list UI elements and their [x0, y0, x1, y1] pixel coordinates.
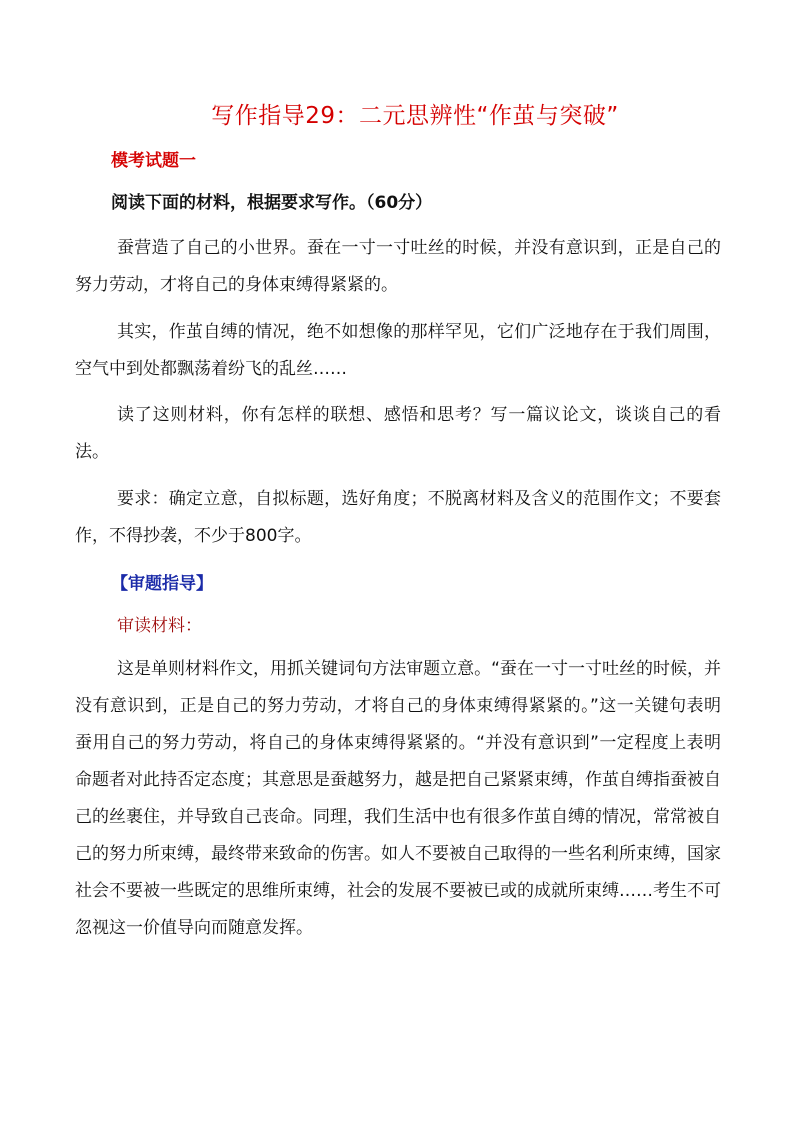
analysis-paragraph: 这是单则材料作文，用抓关键词句方法审题立意。“蚕在一寸一寸吐丝的时候，并没有意识到，正是自己的努力劳动，才将自己的身体束缚得紧紧的。”这一关键句表明蚕用自己的努力劳动，将自己的身体束缚得紧紧的。“并没有意识到”一定程度上表明命题者对此持否定态度；其意思是蚕越努力，越是把自己紧紧束缚，作茧自缚指蚕被自己的丝裹住，并导致自己丧命。同理，我们生活中也有很多作茧自缚的情况，常常被自己的努力所束缚，最终带来致命的伤害。如人不要被自己取得的一些名利所束缚，国家社会不要被一些既定的思维所束缚，社会的发展不要被已或的成就所束缚……考生不可忽视这一价值导向而随意发挥。 — [75, 659, 721, 938]
requirements-paragraph: 要求：确定立意，自拟标题，选好角度；不脱离材料及含义的范围作文；不要套作，不得抄袭，不少于800字。 — [75, 489, 721, 546]
section-label: 模考试题一 — [111, 151, 196, 171]
writing-instruction: 阅读下面的材料，根据要求写作。（60分） — [111, 193, 433, 213]
guide-subheading: 审读材料： — [117, 616, 202, 636]
prompt-paragraph: 读了这则材料，你有怎样的联想、感悟和思考？写一篇议论文，谈谈自己的看法。 — [75, 405, 721, 462]
material-paragraph-2: 其实，作茧自缚的情况，绝不如想像的那样罕见，它们广泛地存在于我们周围，空气中到处都飘荡着纷飞的乱丝…… — [75, 322, 721, 379]
guide-heading: 【审题指导】 — [111, 574, 213, 594]
document-title: 写作指导29：二元思辨性“作茧与突破” — [211, 103, 619, 129]
material-paragraph-1: 蚕营造了自己的小世界。蚕在一寸一寸吐丝的时候，并没有意识到，正是自己的努力劳动，才将自己的身体束缚得紧紧的。 — [75, 238, 721, 295]
